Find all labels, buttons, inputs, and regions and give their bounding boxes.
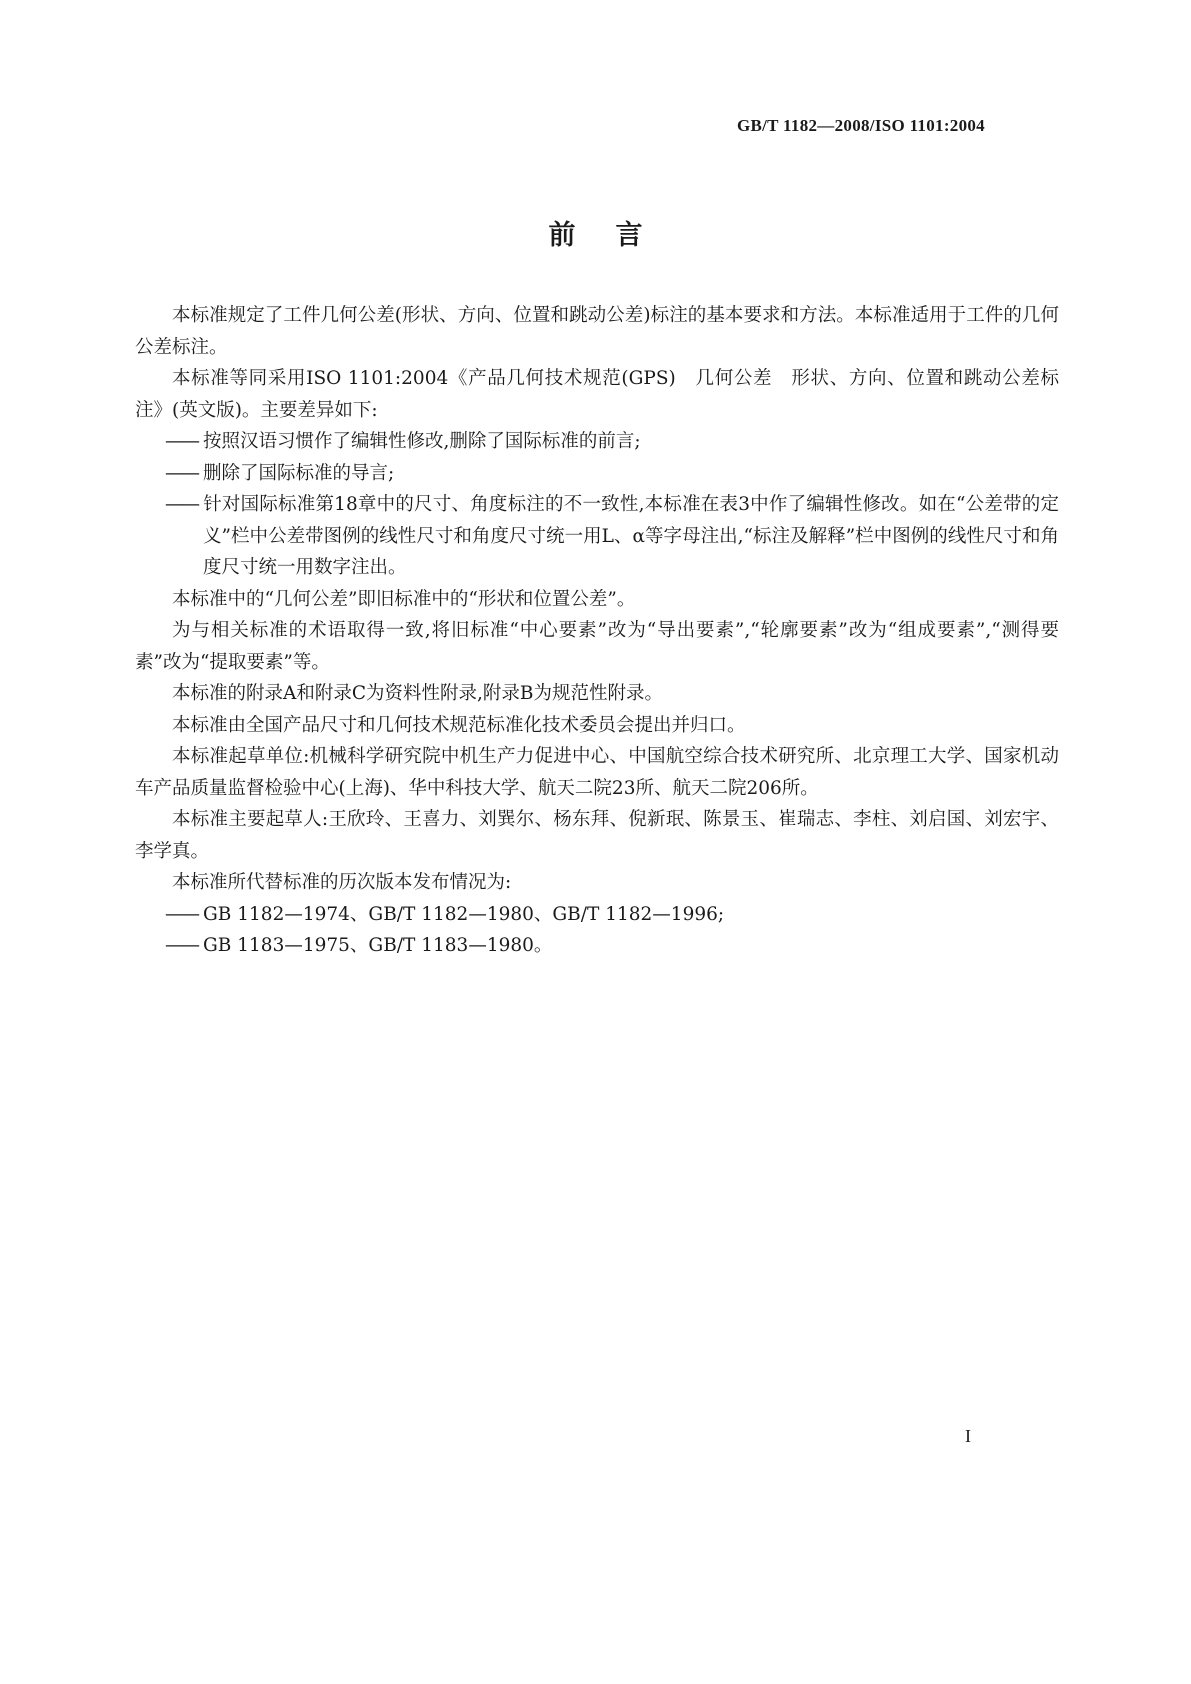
title-char: 言	[615, 220, 643, 251]
paragraph: 本标准规定了工件几何公差(形状、方向、位置和跳动公差)标注的基本要求和方法。本标准适用于工件的几何公差标注。	[135, 305, 1059, 358]
paragraph: 本标准的附录A和附录C为资料性附录,附录B为规范性附录。	[172, 683, 663, 704]
paragraph: 本标准起草单位:机械科学研究院中机生产力促进中心、中国航空综合技术研究所、北京理工大学、国家机动车产品质量监督检验中心(上海)、华中科技大学、航天二院23所、航天二院206所。	[135, 746, 1059, 799]
paragraph: 本标准等同采用ISO 1101:2004《产品几何技术规范(GPS) 几何公差 形状、方向、位置和跳动公差标注》(英文版)。主要差异如下:	[135, 368, 1059, 421]
paragraph: 本标准由全国产品尺寸和几何技术规范标准化技术委员会提出并归口。	[172, 714, 746, 736]
paragraph: 本标准所代替标准的历次版本发布情况为:	[172, 872, 512, 893]
dash-mark: ——	[165, 462, 198, 484]
dash-item	[135, 458, 1059, 490]
paragraph: 为与相关标准的术语取得一致,将旧标准“中心要素”改为“导出要素”,“轮廓要素”改为“组成要素”,“测得要素”改为“提取要素”等。	[135, 620, 1059, 673]
dash-mark: ——	[165, 935, 198, 956]
dash-mark: ——	[165, 431, 198, 452]
dash-mark: ——	[165, 494, 198, 515]
dash-item	[135, 899, 1059, 931]
dash-item-text: GB 1182—1974、GB/T 1182—1980、GB/T 1182—1996;	[203, 903, 725, 925]
dash-item	[135, 489, 1059, 584]
paragraph: 本标准中的“几何公差”即旧标准中的“形状和位置公差”。	[172, 588, 636, 610]
dash-item-text: GB 1183—1975、GB/T 1183—1980。	[203, 935, 553, 956]
foreword-body	[135, 300, 1059, 962]
dash-item	[135, 426, 1059, 458]
standard-number-header: GB/T 1182—2008/ISO 1101:2004	[736, 116, 985, 135]
page-title	[0, 213, 1191, 252]
dash-mark: ——	[165, 903, 198, 925]
dash-item-text: 按照汉语习惯作了编辑性修改,删除了国际标准的前言;	[203, 431, 641, 452]
paragraph: 本标准主要起草人:王欣玲、王喜力、刘巽尔、杨东拜、倪新珉、陈景玉、崔瑞志、李柱、刘启国、刘宏宇、李学真。	[135, 809, 1059, 862]
dash-item	[135, 930, 1059, 962]
title-char: 前	[548, 220, 576, 251]
page-number: I	[965, 1426, 971, 1446]
dash-item-text: 针对国际标准第18章中的尺寸、角度标注的不一致性,本标准在表3中作了编辑性修改。如在“公差带的定义”栏中公差带图例的线性尺寸和角度尺寸统一用L、α等字母注出,“标注及解释”栏中图例的线性尺寸和角度尺寸统一用数字注出。	[203, 494, 1059, 578]
dash-item-text: 删除了国际标准的导言;	[203, 462, 395, 484]
